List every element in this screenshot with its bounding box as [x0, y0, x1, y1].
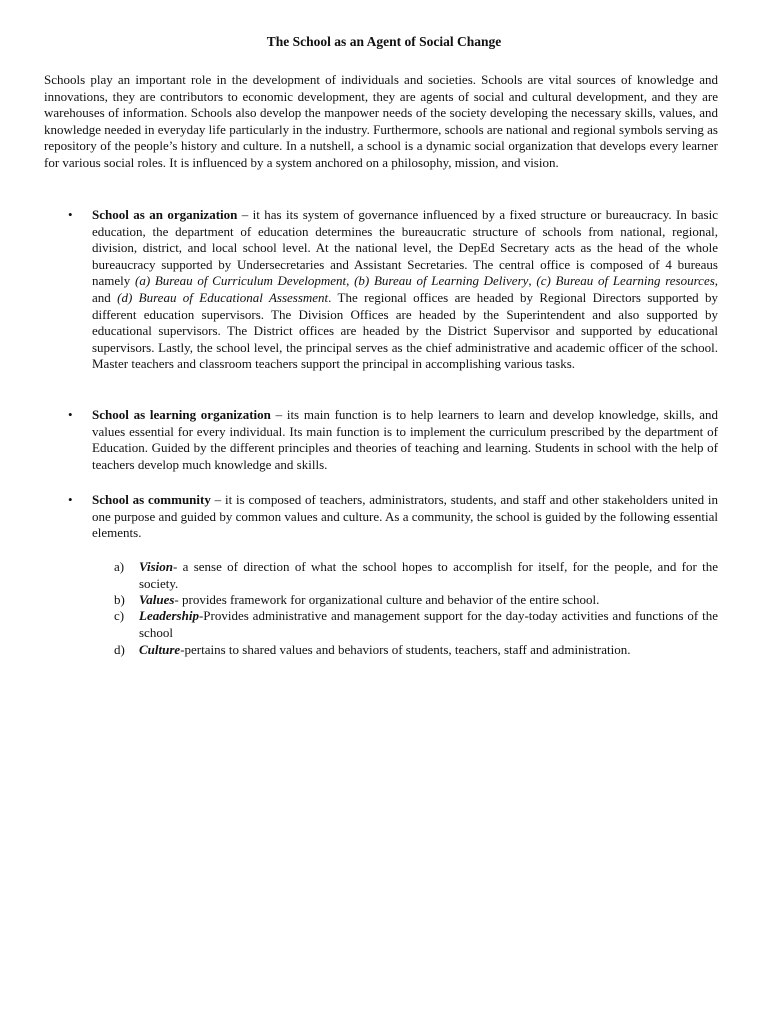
bureau-c: (c) Bureau of Learning resources [536, 273, 715, 289]
element-desc: -Provides administrative and management support for the day-today activities and functions of the school [139, 608, 718, 640]
element-desc: - a sense of direction of what the school hopes to accomplish for itself, for the people, and for the society. [139, 559, 718, 591]
element-term: Leadership [139, 608, 199, 623]
element-term: Values [139, 592, 175, 607]
bureau-d: (d) Bureau of Educational Assessment [117, 289, 329, 305]
bullet-organization-text [92, 207, 718, 373]
bullet-learning-body: – its main function is to help learners to learn and develop knowledge, skills, and values essential for every individual. Its main function is to implement the curriculum prescribed by the department of Education. Guided by the different principles and theories of teaching and learning. Students in school with the help of teachers develop much knowledge and skills. [92, 407, 718, 472]
bullet-community-text [92, 492, 718, 542]
element-desc: -pertains to shared values and behaviors of students, teachers, staff and administration. [180, 642, 631, 657]
element-desc: - provides framework for organizational culture and behavior of the entire school. [174, 592, 600, 607]
bullet-organization-label: School as an organization [92, 207, 238, 222]
list-letter: c) [114, 608, 125, 623]
bureau-b: (b) Bureau of Learning Delivery [354, 273, 529, 289]
separator: , and [92, 273, 719, 305]
bullet-learning-text [92, 407, 718, 473]
element-term: Culture [139, 642, 181, 657]
element-text [139, 592, 718, 609]
bullet-organization-body-2: . The regional offices are headed by Regional Directors supported by different education supervisors. The Division Offices are headed by the Superintendent and also supported by educational supervisors. The District offices are headed by the District Supervisor and supported by educational supervisors. Lastly, the school level, the principal serves as the chief administrative and academic officer of the school. Master teachers and classroom teachers support the principal in accomplishing various tasks. [92, 289, 718, 372]
bullet-icon: • [68, 407, 73, 422]
bullet-icon: • [68, 492, 73, 507]
element-term: Vision [139, 559, 173, 574]
bullet-community-body: – it is composed of teachers, administrators, students, and staff and other stakeholders united in one purpose and guided by common values and culture. As a community, the school is guided by the following essential elements. [92, 492, 718, 541]
bullet-community-label: School as community [92, 492, 211, 507]
bullet-learning-label: School as learning organization [92, 407, 271, 422]
list-letter: a) [114, 559, 125, 574]
element-text [139, 642, 718, 659]
page-title: The School as an Agent of Social Change [266, 34, 502, 49]
list-letter: b) [114, 592, 125, 607]
intro-paragraph: Schools play an important role in the development of individuals and societies. Schools are vital sources of knowledge and innovations, they are contributors to economic development, they are agents of social and cultural development, and they are warehouses of information. Schools also develop the manpower needs of the society developing the necessary skills, values, and knowledge needed in everyday life particularly in the industry. Furthermore, schools are national and regional symbols serving as repository of the people’s history and culture. In a nutshell, a school is a dynamic social organization that develops every learner for various social roles. It is influenced by a system anchored on a philosophy, mission, and vision. [44, 72, 718, 170]
bureau-a: (a) Bureau of Curriculum Development [134, 273, 347, 289]
element-text [139, 608, 718, 641]
bullet-organization-body-1: – it has its system of governance influenced by a fixed structure or bureaucracy. In basic education, the department of education determines the bureaucratic structure of schools from national, regional, division, district, and local school level. At the national level, the DepEd Secretary acts as the head of the whole bureaucracy supported by Undersecretaries and Assistant Secretaries. The central office is composed of 4 bureaus namely [92, 207, 718, 289]
separator: , [528, 273, 537, 289]
bullet-icon: • [68, 207, 73, 222]
element-text [139, 559, 718, 592]
list-letter: d) [114, 642, 125, 657]
separator: , [346, 273, 355, 289]
